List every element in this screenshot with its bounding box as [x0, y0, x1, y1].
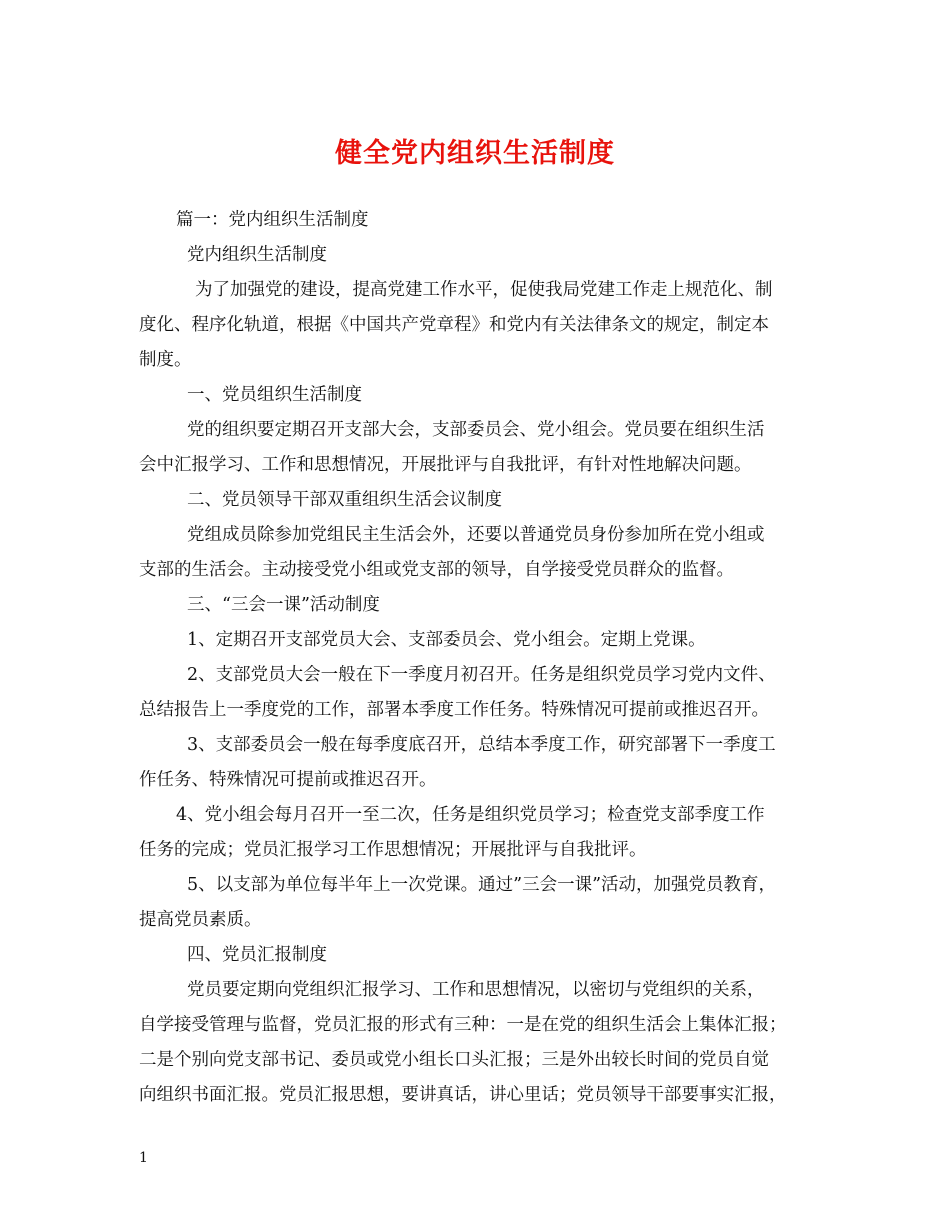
text-line: 二是个别向党支部书记、委员或党小组长口头汇报；三是外出较长时间的党员自觉 — [139, 1050, 769, 1070]
text-line: 制度。 — [139, 350, 192, 370]
text-line: 党的组织要定期召开支部大会，支部委员会、党小组会。党员要在组织生活 — [187, 420, 765, 440]
text-line: 4、党小组会每月召开一至二次，任务是组织党员学习；检查党支部季度工作 — [176, 805, 765, 825]
text-line: 3、支部委员会一般在每季度底召开，总结本季度工作，研究部署下一季度工 — [187, 735, 776, 755]
text-line: 5、以支部为单位每半年上一次党课。通过”三会一课”活动，加强党员教育， — [187, 875, 777, 895]
text-line: 度化、程序化轨道，根据《中国共产党章程》和党内有关法律条文的规定，制定本 — [139, 315, 769, 335]
text-line: 2、支部党员大会一般在下一季度月初召开。任务是组织党员学习党内文件、 — [187, 665, 776, 685]
text-line: 作任务、特殊情况可提前或推迟召开。 — [139, 770, 437, 790]
text-line: 二、党员领导干部双重组织生活会议制度 — [187, 490, 502, 510]
document-title: 健全党内组织生活制度 — [335, 138, 615, 169]
text-line: 总结报告上一季度党的工作，部署本季度工作任务。特殊情况可提前或推迟召开。 — [139, 700, 769, 720]
text-line: 党员要定期向党组织汇报学习、工作和思想情况，以密切与党组织的关系， — [187, 980, 765, 1000]
text-line: 一、党员组织生活制度 — [187, 385, 362, 405]
page-number: 1 — [139, 1150, 148, 1166]
text-line: 支部的生活会。主动接受党小组或党支部的领导，自学接受党员群众的监督。 — [139, 560, 734, 580]
text-line: 提高党员素质。 — [139, 910, 262, 930]
text-line: 1、定期召开支部党员大会、支部委员会、党小组会。定期上党课。 — [187, 630, 706, 650]
text-line: 党组成员除参加党组民主生活会外，还要以普通党员身份参加所在党小组或 — [187, 525, 765, 545]
text-line: 篇一：党内组织生活制度 — [176, 210, 369, 230]
text-line: 为了加强党的建设，提高党建工作水平，促使我局党建工作走上规范化、制 — [195, 280, 773, 300]
text-line: 三、“三会一课”活动制度 — [187, 595, 380, 615]
text-line: 会中汇报学习、工作和思想情况，开展批评与自我批评，有针对性地解决问题。 — [139, 455, 752, 475]
text-line: 任务的完成；党员汇报学习工作思想情况；开展批评与自我批评。 — [139, 840, 647, 860]
text-line: 向组织书面汇报。党员汇报思想，要讲真话，讲心里话；党员领导干部要事实汇报， — [139, 1085, 787, 1105]
text-line: 四、党员汇报制度 — [187, 945, 327, 965]
text-line: 党内组织生活制度 — [187, 245, 327, 265]
text-line: 自学接受管理与监督，党员汇报的形式有三种：一是在党的组织生活会上集体汇报； — [139, 1015, 787, 1035]
